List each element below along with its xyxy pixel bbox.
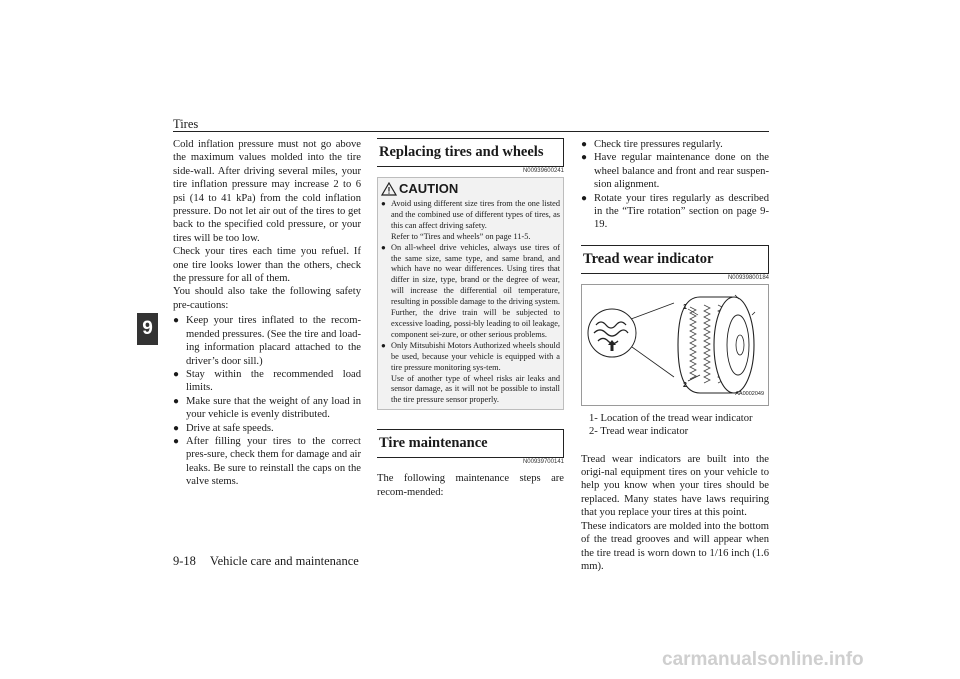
column-2	[377, 138, 564, 499]
page-number: 9-18	[173, 554, 196, 568]
bullet-icon: ●	[173, 368, 180, 380]
list-item: ● Only Mitsubishi Motors Authorized wheels should be used, because your vehicle is equipped with a tire pressure monitoring sys-tem. Use of another type of wheel risks air leaks and sensor damage, as it will not be possible to install the tire pressure sensor properly.	[381, 340, 560, 405]
caution-label: CAUTION	[399, 180, 459, 196]
bullet-icon: ●	[173, 315, 180, 327]
caution-bullets	[381, 199, 560, 406]
list-item: ● On all-wheel drive vehicles, always use tires of the same size, same type, and same brand, and which have no wear differences. Using tires that differ in size, type, brand or the degree of wear, will increase the differential oil temperature, resulting in possible damage to the driving system. Further, the drive train will be subjected to excessive loading, possi-bly leading to oil leakage, component sei-zure, or other serious problems.	[381, 242, 560, 339]
caution-box	[377, 177, 564, 410]
section-heading-tread-wear: Tread wear indicator	[581, 245, 769, 274]
page-footer	[173, 554, 359, 569]
tread-wear-figure	[581, 284, 769, 406]
bullet-icon: ●	[173, 422, 180, 434]
bullet-icon: ●	[381, 340, 386, 350]
bullet-icon: ●	[581, 192, 588, 204]
list-item: ● Make sure that the weight of any load in your vehicle is evenly distributed.	[173, 395, 361, 421]
list-item: ● Avoid using different size tires from the one listed and the combined use of different types of tires, as this can affect driving safety. Refer to “Tires and wheels” on page 11-5.	[381, 199, 560, 241]
page-header-title: Tires	[173, 117, 199, 131]
precautions-intro: You should also take the following safety pre-cautions:	[173, 286, 361, 311]
figure-callout-2: 2	[683, 381, 687, 389]
watermark: carmanualsonline.info	[662, 649, 864, 670]
section-heading-maintenance: Tire maintenance	[377, 429, 564, 458]
figure-callout-1: 1	[683, 303, 687, 311]
list-item: ● Have regular maintenance done on the wheel balance and front and rear suspen-sion alignment.	[581, 152, 769, 191]
chapter-tab: 9	[137, 313, 158, 345]
bullet-icon: ●	[581, 152, 588, 164]
list-item: ● Rotate your tires regularly as described in the “Tire rotation” section on page 9-19.	[581, 192, 769, 231]
maintenance-paragraph: The following maintenance steps are recom-mended:	[377, 473, 564, 498]
bullet-icon: ●	[581, 139, 588, 150]
section-heading-replacing: Replacing tires and wheels	[377, 138, 564, 167]
chapter-title: Vehicle care and maintenance	[209, 554, 359, 568]
safety-bullets	[173, 314, 361, 488]
warning-triangle-icon	[381, 182, 397, 196]
header-rule	[173, 131, 769, 132]
bullet-icon: ●	[381, 242, 386, 252]
tread-wear-paragraph-2: These indicators are molded into the bottom of the tread grooves and will appear when the tire tread is worn down to 1/16 inch (1.6 mm).	[581, 520, 769, 572]
section-code: N00939700141	[522, 459, 564, 466]
bullet-icon: ●	[173, 435, 180, 447]
list-item: ● Keep your tires inflated to the recom-mended pressures. (See the tire and load-ing information placard attached to the driver’s door sill.)	[173, 315, 361, 367]
list-item: ● Drive at safe speeds.	[173, 422, 274, 434]
refuel-paragraph: Check your tires each time you refuel. If one tire looks lower than the others, check the pressure for all of them.	[173, 246, 361, 285]
list-item: ● Check tire pressures regularly.	[581, 139, 723, 150]
maintenance-bullets	[581, 138, 769, 232]
figure-caption-1: 1- Location of the tread wear indicator	[589, 412, 753, 424]
column-1	[173, 138, 361, 489]
figure-code: AA0002049	[735, 391, 764, 398]
tire-illustration	[582, 285, 768, 405]
tread-wear-paragraph-1: Tread wear indicators are built into the origi-nal equipment tires on your vehicle to help you know when your tires should be replaced. Many states have laws requiring that you replace your tires at this point.	[581, 453, 769, 519]
section-code: N00939800184	[727, 274, 769, 281]
section-code: N00939600241	[522, 168, 564, 174]
inflation-paragraph: Cold inflation pressure must not go above the maximum values molded into the tire side-wall. After driving several miles, your tire inflation pressure may increase 2 to 6 psi (14 to 41 kPa) from the cold inflation pressure. Do not let air out of the tires to get back to the specified cold pressure, or your tires will be too low.	[173, 139, 361, 244]
list-item: ● Stay within the recommended load limits.	[173, 368, 361, 394]
figure-caption-2: 2- Tread wear indicator	[589, 426, 689, 438]
bullet-icon: ●	[173, 395, 180, 407]
caution-heading	[381, 182, 560, 196]
bullet-icon: ●	[381, 199, 386, 208]
list-item: ● After filling your tires to the correct pres-sure, check them for damage and air leaks. Be sure to reinstall the caps on the valve stems.	[173, 435, 362, 488]
column-3	[581, 138, 769, 573]
